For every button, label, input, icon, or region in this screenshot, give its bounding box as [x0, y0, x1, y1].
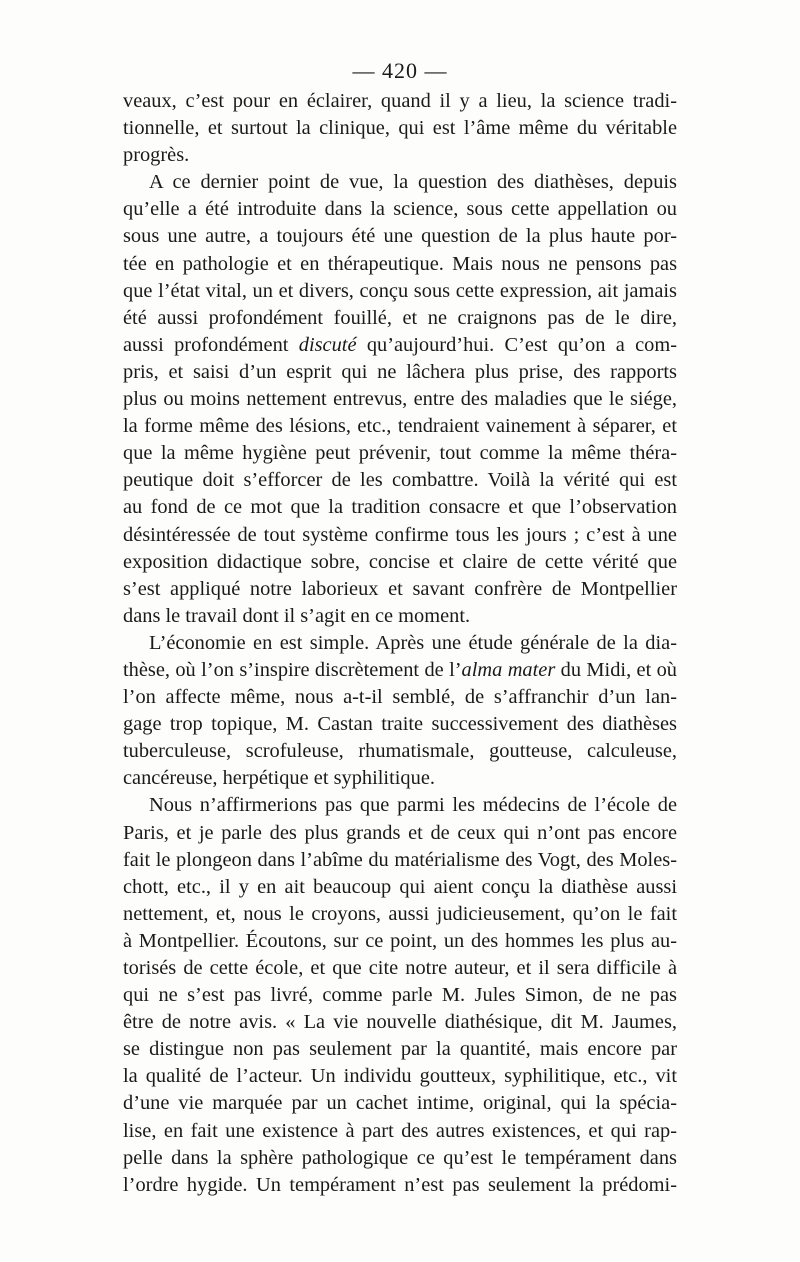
text-line: été aussi profondément fouillé, et ne craignons pas de le dire, — [123, 306, 677, 329]
text-line: au fond de ce mot que la tradition consacre et que l’observation — [123, 496, 677, 519]
text-line: désintéressée de tout système confirme tous les jours ; c’est à une — [123, 523, 677, 546]
text-line: lise, en fait une existence à part des autres existences, et qui rap- — [123, 1119, 677, 1142]
text-line: chott, etc., il y en ait beaucoup qui aient conçu la diathèse aussi — [123, 875, 677, 898]
text-line: cancéreuse, herpétique et syphilitique. — [123, 767, 435, 790]
text-line: qui ne s’est pas livré, comme parle M. Jules Simon, de ne pas — [123, 984, 677, 1007]
paragraph — [123, 792, 677, 1198]
text-line: la forme même des lésions, etc., tendraient vainement à séparer, et — [123, 415, 677, 438]
text-line: à Montpellier. Écoutons, sur ce point, un des hommes les plus au- — [123, 929, 677, 952]
text-line: thèse, où l’on s’inspire discrètement de l’alma mater du Midi, et où — [123, 658, 678, 681]
text-line: pelle dans la sphère pathologique ce qu’est le tempérament dans — [123, 1146, 677, 1169]
text-line: gage trop topique, M. Castan traite successivement des diathèses — [123, 713, 677, 736]
text-line: tée en pathologie et en thérapeutique. Mais nous ne pensons pas — [123, 252, 677, 275]
text-line: veaux, c’est pour en éclairer, quand il y a lieu, la science tradi- — [123, 90, 677, 112]
text-line: pris, et saisi d’un esprit qui ne lâchera plus prise, des rapports — [123, 360, 677, 383]
body-text — [123, 88, 677, 1199]
text-line: progrès. — [123, 144, 190, 167]
text-line: être de notre avis. « La vie nouvelle diathésique, dit M. Jaumes, — [123, 1011, 677, 1034]
text-line: A ce dernier point de vue, la question des diathèses, depuis — [149, 171, 677, 194]
text-line: plus ou moins nettement entrevus, entre des maladies que le siége, — [123, 388, 677, 411]
text-line: L’économie en est simple. Après une étude générale de la dia- — [149, 631, 677, 654]
paragraph — [123, 630, 677, 793]
text-line: nettement, et, nous le croyons, aussi judicieusement, qu’on le fait — [123, 902, 677, 925]
text-line: la qualité de l’acteur. Un individu goutteux, syphilitique, etc., vit — [123, 1065, 677, 1088]
text-line: Nous n’affirmerions pas que parmi les médecins de l’école de — [149, 794, 677, 817]
paragraph — [123, 88, 677, 169]
text-line: fait le plongeon dans l’abîme du matérialisme des Vogt, des Moles- — [123, 848, 677, 871]
text-line: qu’elle a été introduite dans la science, sous cette appellation ou — [123, 198, 677, 221]
paragraph — [123, 169, 677, 630]
text-line: l’on affecte même, nous a-t-il semblé, de s’affranchir d’un lan- — [123, 686, 677, 709]
text-line: Paris, et je parle des plus grands et de ceux qui n’ont pas encore — [123, 821, 677, 844]
text-line: s’est appliqué notre laborieux et savant confrère de Montpellier — [123, 577, 677, 600]
text-line: tuberculeuse, scrofuleuse, rhumatismale, goutteuse, calculeuse, — [123, 740, 677, 763]
text-line: tionnelle, et surtout la clinique, qui est l’âme même du véritable — [123, 117, 677, 140]
italic-text: discuté — [298, 333, 357, 356]
text-line: exposition didactique sobre, concise et claire de cette vérité que — [123, 550, 677, 573]
text-line: aussi profondément discuté qu’aujourd’hui. C’est qu’on a com- — [123, 333, 677, 356]
text-line: que l’état vital, un et divers, conçu sous cette expression, ait jamais — [123, 279, 677, 302]
text-line: peutique doit s’efforcer de les combattre. Voilà la vérité qui est — [123, 469, 677, 492]
text-line: que la même hygiène peut prévenir, tout comme la même théra- — [123, 442, 677, 465]
text-line: d’une vie marquée par un cachet intime, original, qui la spécia- — [123, 1092, 677, 1115]
text-line: se distingue non pas seulement par la quantité, mais encore par — [123, 1038, 677, 1061]
page-number: — 420 — — [352, 58, 448, 83]
italic-text: alma mater — [461, 658, 556, 681]
text-line: torisés de cette école, et que cite notre auteur, et il sera difficile à — [123, 957, 677, 979]
text-line: l’ordre hygide. Un tempérament n’est pas seulement la prédomi- — [123, 1173, 677, 1196]
text-line: sous une autre, a toujours été une question de la plus haute por- — [123, 225, 677, 248]
text-line: dans le travail dont il s’agit en ce moment. — [123, 604, 471, 627]
